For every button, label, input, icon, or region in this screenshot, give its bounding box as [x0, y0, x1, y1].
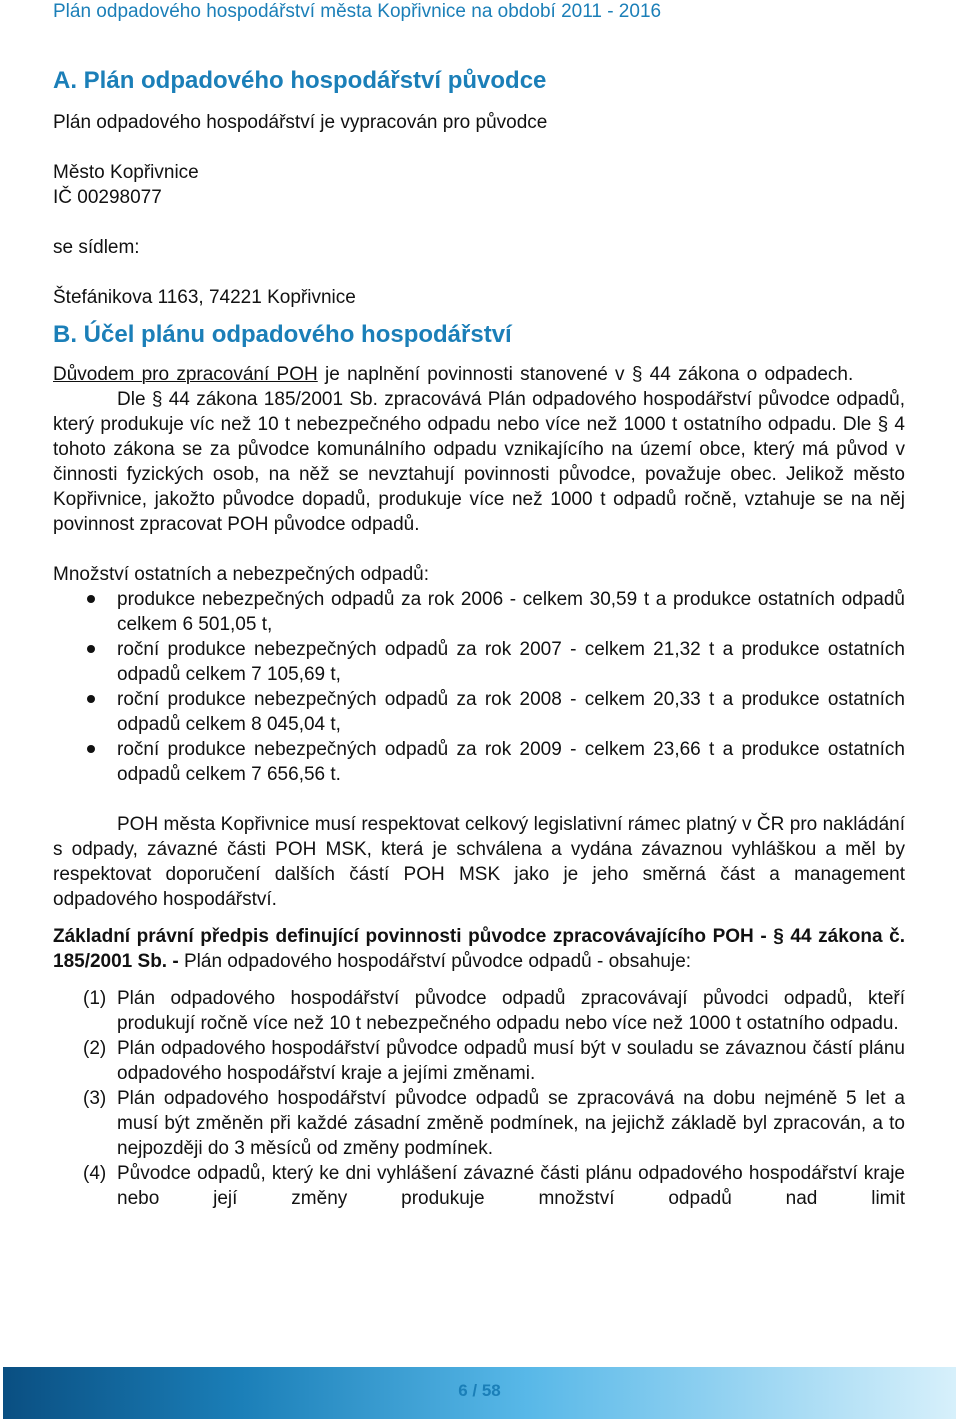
- seat-label: se sídlem:: [53, 237, 140, 258]
- section-b-heading: B. Účel plánu odpadového hospodářství: [53, 321, 512, 348]
- law-paragraph: Dle § 44 zákona 185/2001 Sb. zpracovává Plán odpadového hospodářství původce odpadů, který produkuje víc než 10 t nebezpečného odpadu nebo více než 1000 t ostatního odpadu. Dle § 4 tohoto zákona se za původce komunálního odpadu vznikajícího na území obce, který má původ v činnosti fyzických osob, na něž se nevztahují povinnosti původce, považuje obec. Jelikož město Kopřivnice, jakožto původce dopadů, produkuje více než 1000 t odpadů ročně, vztahuje se na něj povinnost zpracovat POH původce odpadů.: [53, 389, 905, 535]
- bullet-icon: [87, 745, 95, 753]
- list-item: (4) Původce odpadů, který ke dni vyhlášení závazné části plánu odpadového hospodářství kraje nebo její změny produkuje množství odpadů nad limit: [83, 1163, 905, 1209]
- framework-paragraph: POH města Kopřivnice musí respektovat celkový legislativní rámec platný v ČR pro nakládání s odpady, závazné části POH MSK, která je schválena a vydána závaznou vyhláškou a měl by respektovat doporučení dalších částí POH MSK jako je jeho směrná část a management odpadového hospodářství.: [53, 814, 905, 910]
- list-item: produkce nebezpečných odpadů za rok 2006 - celkem 30,59 t a produkce ostatních odpadů celkem 6 501,05 t,: [53, 587, 905, 637]
- list-item: roční produkce nebezpečných odpadů za rok 2009 - celkem 23,66 t a produkce ostatních odpadů celkem 7 656,56 t.: [53, 737, 905, 787]
- legal-basis-rest: Plán odpadového hospodářství původce odpadů - obsahuje:: [178, 951, 692, 972]
- address: Štefánikova 1163, 74221 Kopřivnice: [53, 287, 356, 308]
- city-name: Město Kopřivnice: [53, 162, 199, 183]
- list-item: roční produkce nebezpečných odpadů za rok 2007 - celkem 21,32 t a produkce ostatních odpadů celkem 7 105,69 t,: [53, 637, 905, 687]
- intro-text: Plán odpadového hospodářství je vypracován pro původce: [53, 112, 548, 133]
- list-item: roční produkce nebezpečných odpadů za rok 2008 - celkem 20,33 t a produkce ostatních odpadů celkem 8 045,04 t,: [53, 687, 905, 737]
- legal-items-list: [53, 986, 905, 1211]
- reason-rest: je naplnění povinnosti stanovené v § 44 zákona o odpadech.: [325, 364, 854, 385]
- section-a-heading: A. Plán odpadového hospodářství původce: [53, 67, 547, 94]
- reason-paragraph: [53, 362, 905, 387]
- bullet-icon: [87, 595, 95, 603]
- company-id: IČ 00298077: [53, 187, 162, 208]
- page-content: [53, 60, 905, 1211]
- list-item: (3) Plán odpadového hospodářství původce odpadů se zpracovává na dobu nejméně 5 let a musí být změněn při každé zásadní změně podmínek, na jejichž základě byl zpracován, a to nejpozději do 3 měsíců od změny podmínek.: [83, 1088, 905, 1159]
- list-item: (2) Plán odpadového hospodářství původce odpadů musí být v souladu se závaznou částí plánu odpadového hospodářství kraje a jejími změnami.: [83, 1038, 905, 1084]
- quantities-label: Množství ostatních a nebezpečných odpadů:: [53, 564, 430, 585]
- page-number: 6 / 58: [458, 1381, 501, 1400]
- legal-basis-lead: Základní právní předpis definující povinnosti původce zpracovávajícího POH - § 44 zákona č. 185/2001 Sb. -: [53, 926, 905, 972]
- running-header: Plán odpadového hospodářství města Kopřivnice na období 2011 - 2016: [53, 1, 662, 22]
- page-footer: [3, 1367, 956, 1419]
- legal-basis-paragraph: [53, 924, 905, 974]
- reason-lead: Důvodem pro zpracování POH: [53, 364, 318, 385]
- bullet-icon: [87, 695, 95, 703]
- bullet-icon: [87, 645, 95, 653]
- list-item: (1) Plán odpadového hospodářství původce odpadů zpracovávají původci odpadů, kteří produkují ročně více než 10 t nebezpečného odpadu nebo více než 1000 t ostatního odpadu.: [83, 988, 905, 1034]
- quantities-list: [53, 587, 905, 787]
